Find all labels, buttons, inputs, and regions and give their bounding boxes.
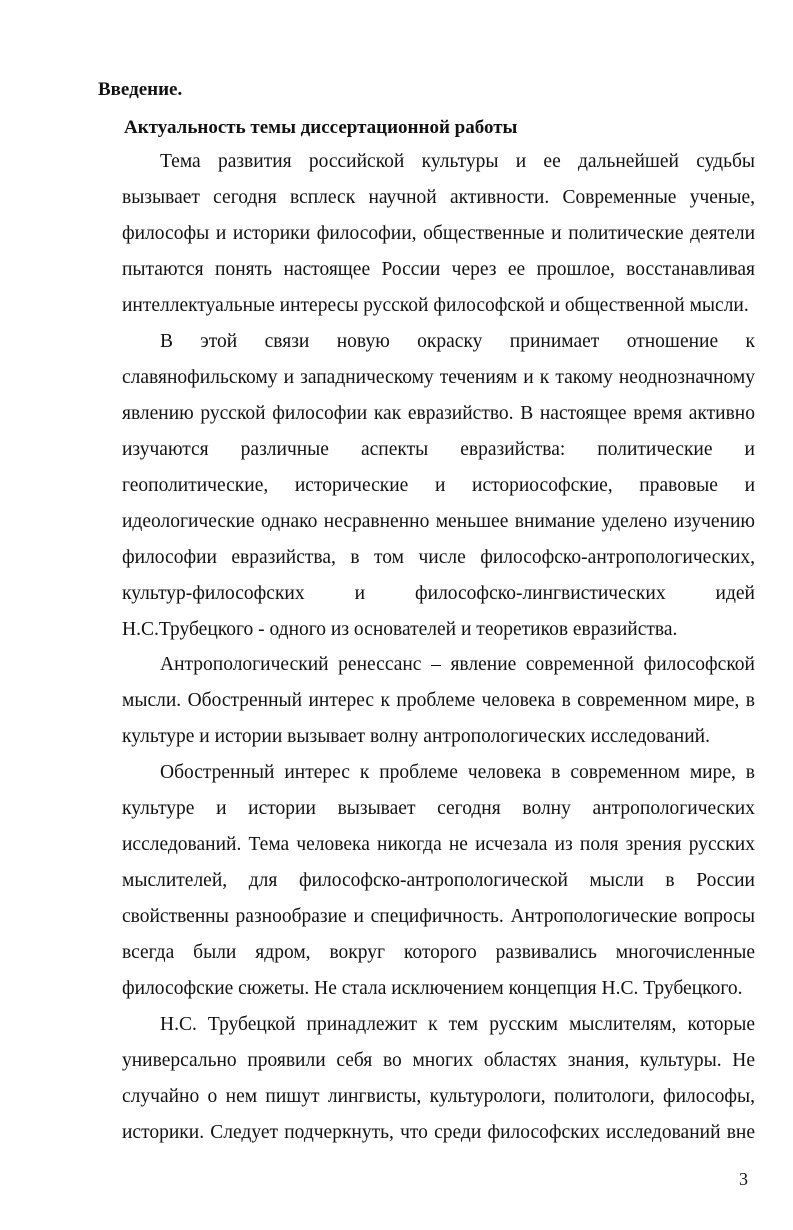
text-line: изучаются различные аспекты евразийства: политические и bbox=[122, 439, 755, 460]
text-line: вызывает сегодня всплеск научной активности. Современные ученые, bbox=[122, 187, 755, 208]
text-line: явлению русской философии как евразийство. В настоящее время активно bbox=[122, 403, 755, 424]
text-line: культуре и истории вызывает сегодня волну антропологических bbox=[122, 798, 755, 819]
text-line: Тема развития российской культуры и ее дальнейшей судьбы bbox=[160, 151, 755, 172]
text-line: Н.С.Трубецкого - одного из основателей и теоретиков евразийства. bbox=[122, 619, 678, 640]
text-line: всегда были ядром, вокруг которого развивались многочисленные bbox=[122, 942, 755, 963]
page-number: 3 bbox=[739, 1169, 748, 1189]
text-line: славянофильскому и западническому течениям и к такому неоднозначному bbox=[122, 367, 755, 388]
text-line: исследований. Тема человека никогда не исчезала из поля зрения русских bbox=[122, 834, 755, 855]
text-line: универсально проявили себя во многих областях знания, культуры. Не bbox=[122, 1050, 755, 1071]
text-line: философии евразийства, в том числе философско-антропологических, bbox=[122, 547, 755, 568]
intro-heading: Введение. bbox=[98, 79, 183, 100]
text-line: геополитические, исторические и историософские, правовые и bbox=[122, 475, 755, 496]
text-line: Антропологический ренессанс – явление современной философской bbox=[160, 654, 755, 675]
text-line: Обостренный интерес к проблеме человека в современном мире, в bbox=[160, 762, 755, 783]
text-line: мысли. Обостренный интерес к проблеме человека в современном мире, в bbox=[122, 690, 755, 711]
text-line: В этой связи новую окраску принимает отношение к bbox=[160, 331, 755, 352]
text-line: идеологические однако несравненно меньшее внимание уделено изучению bbox=[122, 511, 755, 532]
text-line: культуре и истории вызывает волну антропологических исследований. bbox=[122, 726, 710, 747]
text-line: пытаются понять настоящее России через ее прошлое, восстанавливая bbox=[122, 259, 755, 280]
section-heading: Актуальность темы диссертационной работы bbox=[124, 117, 518, 138]
text-line: философы и историки философии, общественные и политические деятели bbox=[122, 223, 755, 244]
text-line: мыслителей, для философско-антропологической мысли в России bbox=[122, 870, 755, 891]
text-line: свойственны разнообразие и специфичность. Антропологические вопросы bbox=[122, 906, 755, 927]
text-line: историки. Следует подчеркнуть, что среди философских исследований вне bbox=[122, 1122, 755, 1143]
text-line: Н.С. Трубецкой принадлежит к тем русским мыслителям, которые bbox=[160, 1014, 755, 1035]
text-line: культур-философских и философско-лингвистических идей bbox=[122, 583, 755, 604]
text-line: философские сюжеты. Не стала исключением концепция Н.С. Трубецкого. bbox=[122, 978, 743, 999]
text-line: интеллектуальные интересы русской философской и общественной мысли. bbox=[122, 295, 749, 316]
text-line: случайно о нем пишут лингвисты, культурологи, политологи, философы, bbox=[122, 1086, 755, 1107]
